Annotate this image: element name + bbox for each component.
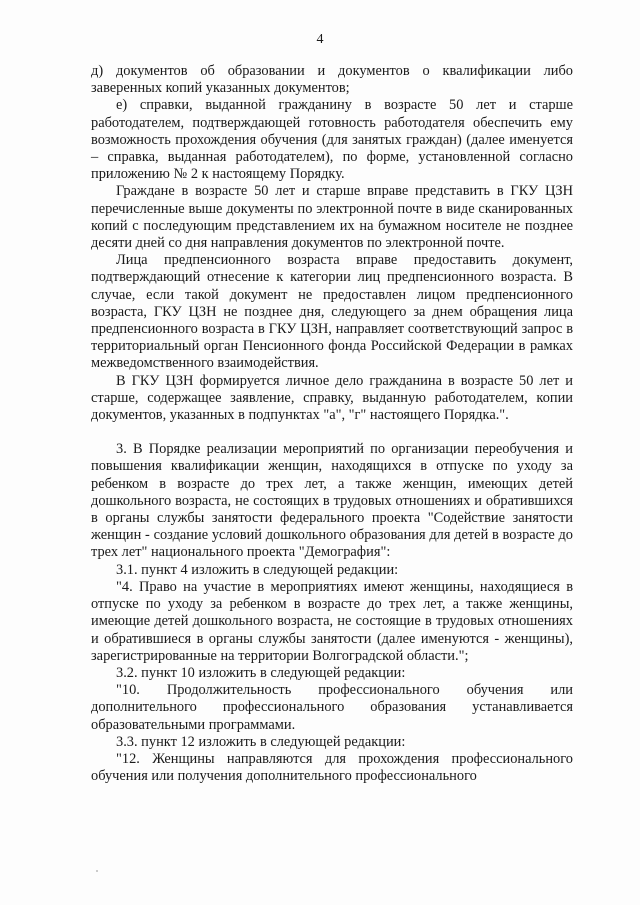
- paragraph-section-3: 3. В Порядке реализации мероприятий по организации переобучения и повышения квалификации женщин, находящихся в отпуске по уходу за ребенком в возрасте до трех лет, а также женщин, имеющих детей дошкольного возраста, не состоящих в трудовых отношениях и обратившихся в органы службы занятости федерального проекта "Содействие занятости женщин - создание условий дошкольного образования для детей в возрасте до трех лет" национального проекта "Демография":: [91, 441, 573, 561]
- paragraph-item-e: е) справки, выданной гражданину в возрасте 50 лет и старше работодателем, подтверждающей готовность работодателя обеспечить ему возможность прохождения обучения (для занятых граждан) (далее именуется – справка, выданная работодателем), по форме, установленной согласно приложению № 2 к настоящему Порядку.: [91, 97, 573, 183]
- paragraph-citizens-50: Граждане в возрасте 50 лет и старше вправе представить в ГКУ ЦЗН перечисленные выше документы по электронной почте в виде сканированных копий с последующим представлением их на бумажном носителе не позднее десяти дней со дня направления документов по электронной почте.: [91, 183, 573, 252]
- paragraph-point-4: "4. Право на участие в мероприятиях имеют женщины, находящиеся в отпуске по уходу за ребенком в возрасте до трех лет, а также женщины, имеющие детей дошкольного возраста, не состоящие в трудовых отношениях и обратившиеся в органы службы занятости (далее именуются - женщины), зарегистрированные на территории Волгоградской области.";: [91, 578, 573, 664]
- paragraph-3-1: 3.1. пункт 4 изложить в следующей редакции:: [116, 561, 399, 578]
- paragraph-3-2: 3.2. пункт 10 изложить в следующей редакции:: [116, 664, 406, 681]
- scan-artifact: [96, 870, 98, 872]
- document-body: [91, 63, 573, 785]
- page-number: 4: [316, 32, 324, 47]
- paragraph-point-12: "12. Женщины направляются для прохождения профессионального обучения или получения дополнительного профессионального: [91, 750, 573, 785]
- paragraph-personal-file: В ГКУ ЦЗН формируется личное дело гражданина в возрасте 50 лет и старше, содержащее заявление, справку, выданную работодателем, копии документов, указанных в подпунктах "а", "г" настоящего Порядка.".: [91, 372, 573, 424]
- paragraph-point-10: "10. Продолжительность профессионального обучения или дополнительного профессионального образования устанавливается образовательными программами.: [91, 682, 573, 733]
- paragraph-item-d: д) документов об образовании и документов о квалификации либо заверенных копий указанных документов;: [91, 63, 573, 97]
- paragraph-3-3: 3.3. пункт 12 изложить в следующей редакции:: [116, 733, 406, 750]
- paragraph-pre-pension: Лица предпенсионного возраста вправе предоставить документ, подтверждающий отнесение к категории лиц предпенсионного возраста. В случае, если такой документ не предоставлен лицом предпенсионного возраста, ГКУ ЦЗН не позднее дня, следующего за днем обращения лица предпенсионного возраста в ГКУ ЦЗН, направляет соответствующий запрос в территориальный орган Пенсионного фонда Российской Федерации в рамках межведомственного взаимодействия.: [91, 252, 573, 372]
